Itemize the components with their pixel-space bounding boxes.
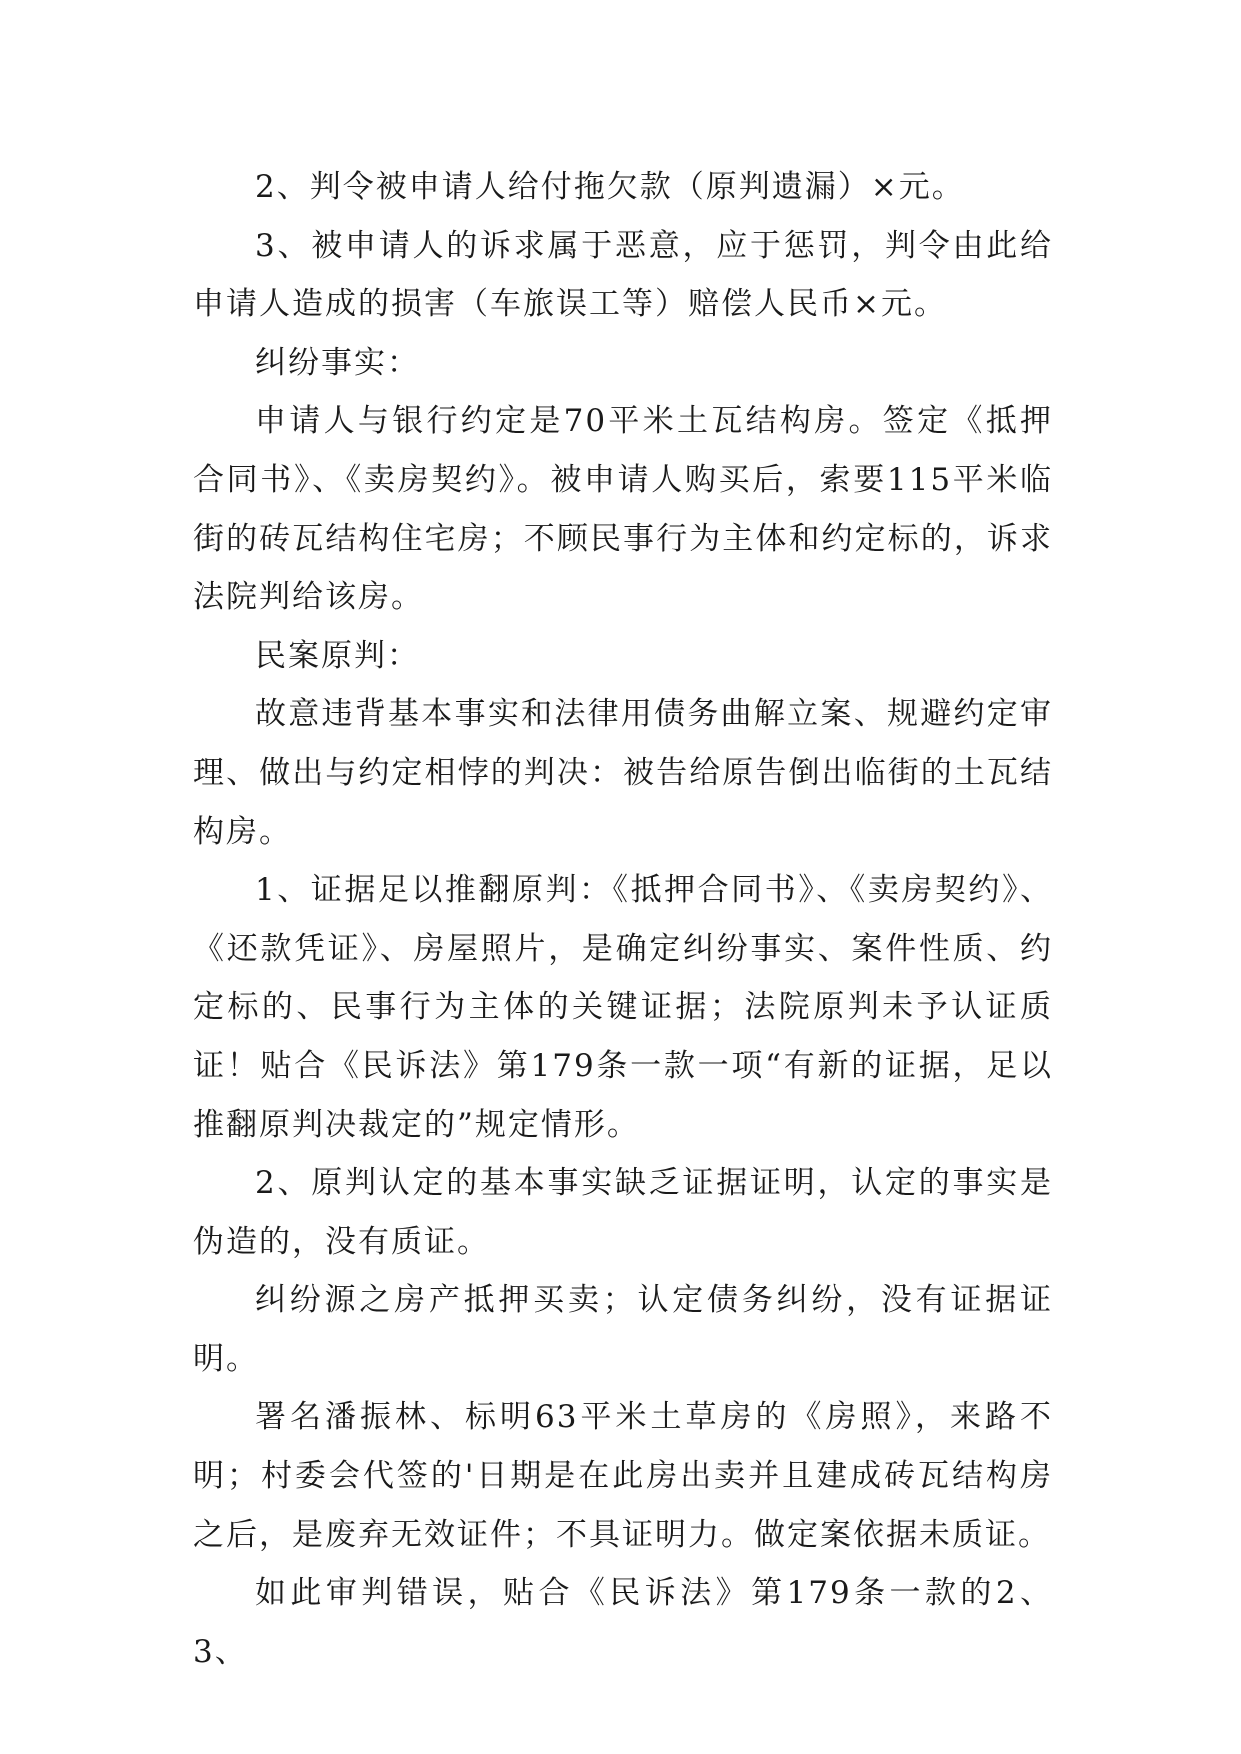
paragraph-claim-2: 2、判令被申请人给付拖欠款（原判遗漏）×元。: [255, 169, 965, 205]
paragraph-dispute-source: 纠纷源之房产抵押买卖；认定债务纠纷，没有证据证明。: [193, 1282, 1053, 1377]
document-body: [193, 158, 1053, 1681]
heading-original-judgment: 民案原判：: [255, 637, 420, 674]
paragraph-ground-2: 2、原判认定的基本事实缺乏证据证明，认定的事实是伪造的，没有质证。: [193, 1165, 1053, 1260]
heading-dispute-facts: 纠纷事实：: [255, 344, 420, 381]
paragraph-house-certificate: 署名潘振林、标明63平米土草房的《房照》，来路不明；村委会代签的'日期是在此房出卖并且建成砖瓦结构房之后，是废弃无效证件；不具证明力。做定案依据未质证。: [193, 1399, 1053, 1553]
paragraph-original-judgment: 故意违背基本事实和法律用债务曲解立案、规避约定审理、做出与约定相悖的判决：被告给原告倒出临街的土瓦结构房。: [193, 696, 1053, 850]
paragraph-dispute-facts: 申请人与银行约定是70平米土瓦结构房。签定《抵押合同书》、《卖房契约》。被申请人购买后，索要115平米临街的砖瓦结构住宅房；不顾民事行为主体和约定标的，诉求法院判给该房。: [193, 403, 1053, 616]
paragraph-trial-error: 如此审判错误，贴合《民诉法》第179条一款的2、3、: [193, 1575, 1053, 1670]
paragraph-ground-1: 1、证据足以推翻原判：《抵押合同书》、《卖房契约》、《还款凭证》、房屋照片，是确定纠纷事实、案件性质、约定标的、民事行为主体的关键证据；法院原判未予认证质证！贴合《民诉法》第179条一款一项“有新的证据，足以推翻原判决裁定的”规定情形。: [193, 872, 1053, 1143]
paragraph-claim-3: 3、被申请人的诉求属于恶意，应于惩罚，判令由此给申请人造成的损害（车旅误工等）赔偿人民币×元。: [193, 227, 1053, 323]
